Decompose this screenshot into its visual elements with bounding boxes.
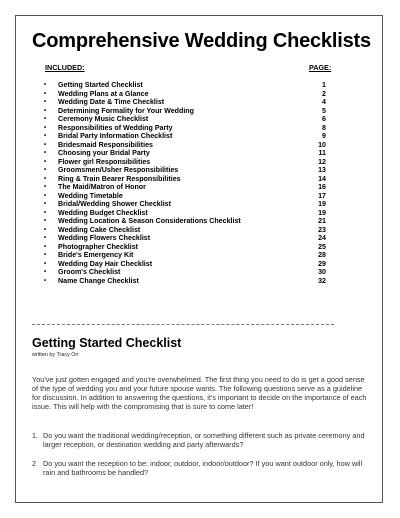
toc-item — [44, 234, 331, 243]
bullet-icon: • — [44, 260, 47, 267]
toc-header-included: INCLUDED: — [45, 63, 85, 72]
toc-item-page: 17 — [318, 191, 326, 200]
bullet-icon: • — [44, 243, 47, 250]
toc-item — [44, 277, 331, 286]
toc-item-page: 10 — [318, 140, 326, 149]
toc-item-page: 2 — [322, 89, 326, 98]
toc-item — [44, 268, 331, 277]
intro-paragraph: You've just gotten engaged and you're overwhelmed. The first thing you need to do is get a good sense of the type of wedding you and your future spouse wants. The following questions serve as a guideline for discussion. In addition to answering the questions, it's important to decide on the importance of each issue. This will help with the compromising that is sure to come later! — [32, 375, 367, 411]
toc-item-label: Photographer Checklist — [58, 242, 139, 251]
bullet-icon: • — [44, 107, 47, 114]
toc-item-label: Bride's Emergency Kit — [58, 251, 134, 259]
toc-item-page: 6 — [322, 115, 326, 123]
question-text: Do you want the reception to be: indoor, outdoor, indoor/outdoor? If you want outdoor only, how will rain and bathrooms be handled? — [43, 459, 363, 477]
toc-item-page: 19 — [318, 208, 326, 217]
toc-item-label: Ring & Train Bearer Responsibilities — [58, 174, 181, 183]
table-of-contents — [44, 81, 331, 285]
bullet-icon: • — [44, 133, 47, 139]
toc-item-page: 16 — [318, 183, 326, 191]
question-number: 1. — [32, 431, 39, 440]
toc-item-label: Wedding Timetable — [58, 191, 123, 200]
toc-item — [44, 98, 331, 107]
toc-item-page: 5 — [322, 106, 326, 115]
toc-item-page: 11 — [318, 149, 326, 157]
toc-item — [44, 115, 331, 124]
toc-item-label: Bridal Party Information Checklist — [58, 132, 173, 140]
question-item — [32, 432, 368, 450]
bullet-icon: • — [44, 235, 47, 241]
toc-item-page: 9 — [322, 132, 326, 140]
question-item — [32, 460, 368, 478]
toc-item-page: 19 — [318, 200, 326, 208]
toc-item-label: Bridal/Wedding Shower Checklist — [58, 200, 171, 208]
bullet-icon: • — [44, 158, 47, 165]
section-byline: written by Tracy Orr — [32, 352, 80, 358]
bullet-icon: • — [44, 218, 47, 224]
toc-item-label: Wedding Cake Checklist — [58, 225, 141, 234]
toc-item-page: 23 — [318, 225, 326, 234]
toc-item-label: Responsibilities of Wedding Party — [58, 123, 173, 132]
toc-item-page: 4 — [322, 98, 326, 106]
toc-item — [44, 260, 331, 269]
section-divider — [32, 324, 334, 325]
toc-item-label: Determining Formality for Your Wedding — [58, 106, 194, 115]
toc-item — [44, 107, 331, 116]
toc-header-page: PAGE: — [309, 63, 332, 72]
toc-item — [44, 175, 331, 184]
toc-item-page: 28 — [318, 251, 326, 259]
bullet-icon: • — [44, 201, 47, 207]
bullet-icon: • — [44, 209, 47, 216]
toc-item-label: Wedding Day Hair Checklist — [58, 259, 153, 268]
toc-item — [44, 81, 331, 90]
toc-item-label: Choosing your Bridal Party — [58, 149, 150, 157]
toc-item-label: Wedding Location & Season Considerations Checklist — [58, 217, 241, 225]
bullet-icon: • — [44, 124, 47, 131]
toc-item-page: 13 — [318, 166, 326, 174]
toc-item — [44, 243, 331, 252]
bullet-icon: • — [44, 90, 47, 97]
toc-item-label: Wedding Plans at a Glance — [58, 89, 149, 98]
bullet-icon: • — [44, 277, 47, 284]
bullet-icon: • — [44, 252, 47, 258]
toc-item-label: Wedding Flowers Checklist — [58, 234, 151, 242]
toc-item — [44, 209, 331, 218]
bullet-icon: • — [44, 150, 47, 156]
toc-item — [44, 149, 331, 158]
bullet-icon: • — [44, 116, 47, 122]
toc-item-label: Groom's Checklist — [58, 268, 121, 276]
toc-item-page: 32 — [318, 276, 326, 285]
document-title: Comprehensive Wedding Checklists — [32, 30, 371, 52]
toc-item-page: 21 — [318, 217, 326, 225]
bullet-icon: • — [44, 167, 47, 173]
toc-item-label: Wedding Date & Time Checklist — [58, 98, 165, 106]
bullet-icon: • — [44, 175, 47, 182]
toc-item-label: Groomsmen/Usher Responsibilities — [58, 166, 179, 174]
toc-item-label: Getting Started Checklist — [58, 81, 143, 89]
toc-item — [44, 251, 331, 260]
toc-item — [44, 200, 331, 209]
toc-item — [44, 158, 331, 167]
toc-item-label: Bridesmaid Responsibilities — [58, 140, 154, 149]
toc-item-page: 24 — [318, 234, 326, 242]
bullet-icon: • — [44, 184, 47, 190]
toc-item — [44, 141, 331, 150]
toc-item — [44, 183, 331, 192]
toc-item-label: Wedding Budget Checklist — [58, 208, 148, 217]
section-heading: Getting Started Checklist — [32, 336, 182, 350]
toc-item — [44, 132, 331, 141]
toc-item-label: Ceremony Music Checklist — [58, 115, 149, 123]
toc-item — [44, 90, 331, 99]
toc-item-label: Name Change Checklist — [58, 276, 139, 285]
question-text: Do you want the traditional wedding/reception, or something different such as private ceremony and larger reception, or destination wedding and party afterwards? — [43, 431, 365, 449]
toc-item — [44, 217, 331, 226]
toc-item — [44, 166, 331, 175]
toc-item — [44, 192, 331, 201]
toc-item-page: 14 — [318, 174, 326, 183]
toc-item — [44, 124, 331, 133]
toc-item-page: 29 — [318, 259, 326, 268]
toc-item-label: Flower girl Responsibilities — [58, 157, 151, 166]
toc-item-page: 25 — [318, 242, 326, 251]
bullet-icon: • — [44, 141, 47, 148]
bullet-icon: • — [44, 99, 47, 105]
toc-item-page: 12 — [318, 157, 326, 166]
bullet-icon: • — [44, 192, 47, 199]
bullet-icon: • — [44, 269, 47, 275]
question-number: 2. — [32, 459, 39, 468]
toc-item-page: 1 — [322, 81, 326, 89]
bullet-icon: • — [44, 226, 47, 233]
bullet-icon: • — [44, 82, 47, 88]
toc-item-page: 30 — [318, 268, 326, 276]
toc-item — [44, 226, 331, 235]
toc-item-label: The Maid/Matron of Honor — [58, 183, 146, 191]
toc-item-page: 8 — [322, 123, 326, 132]
